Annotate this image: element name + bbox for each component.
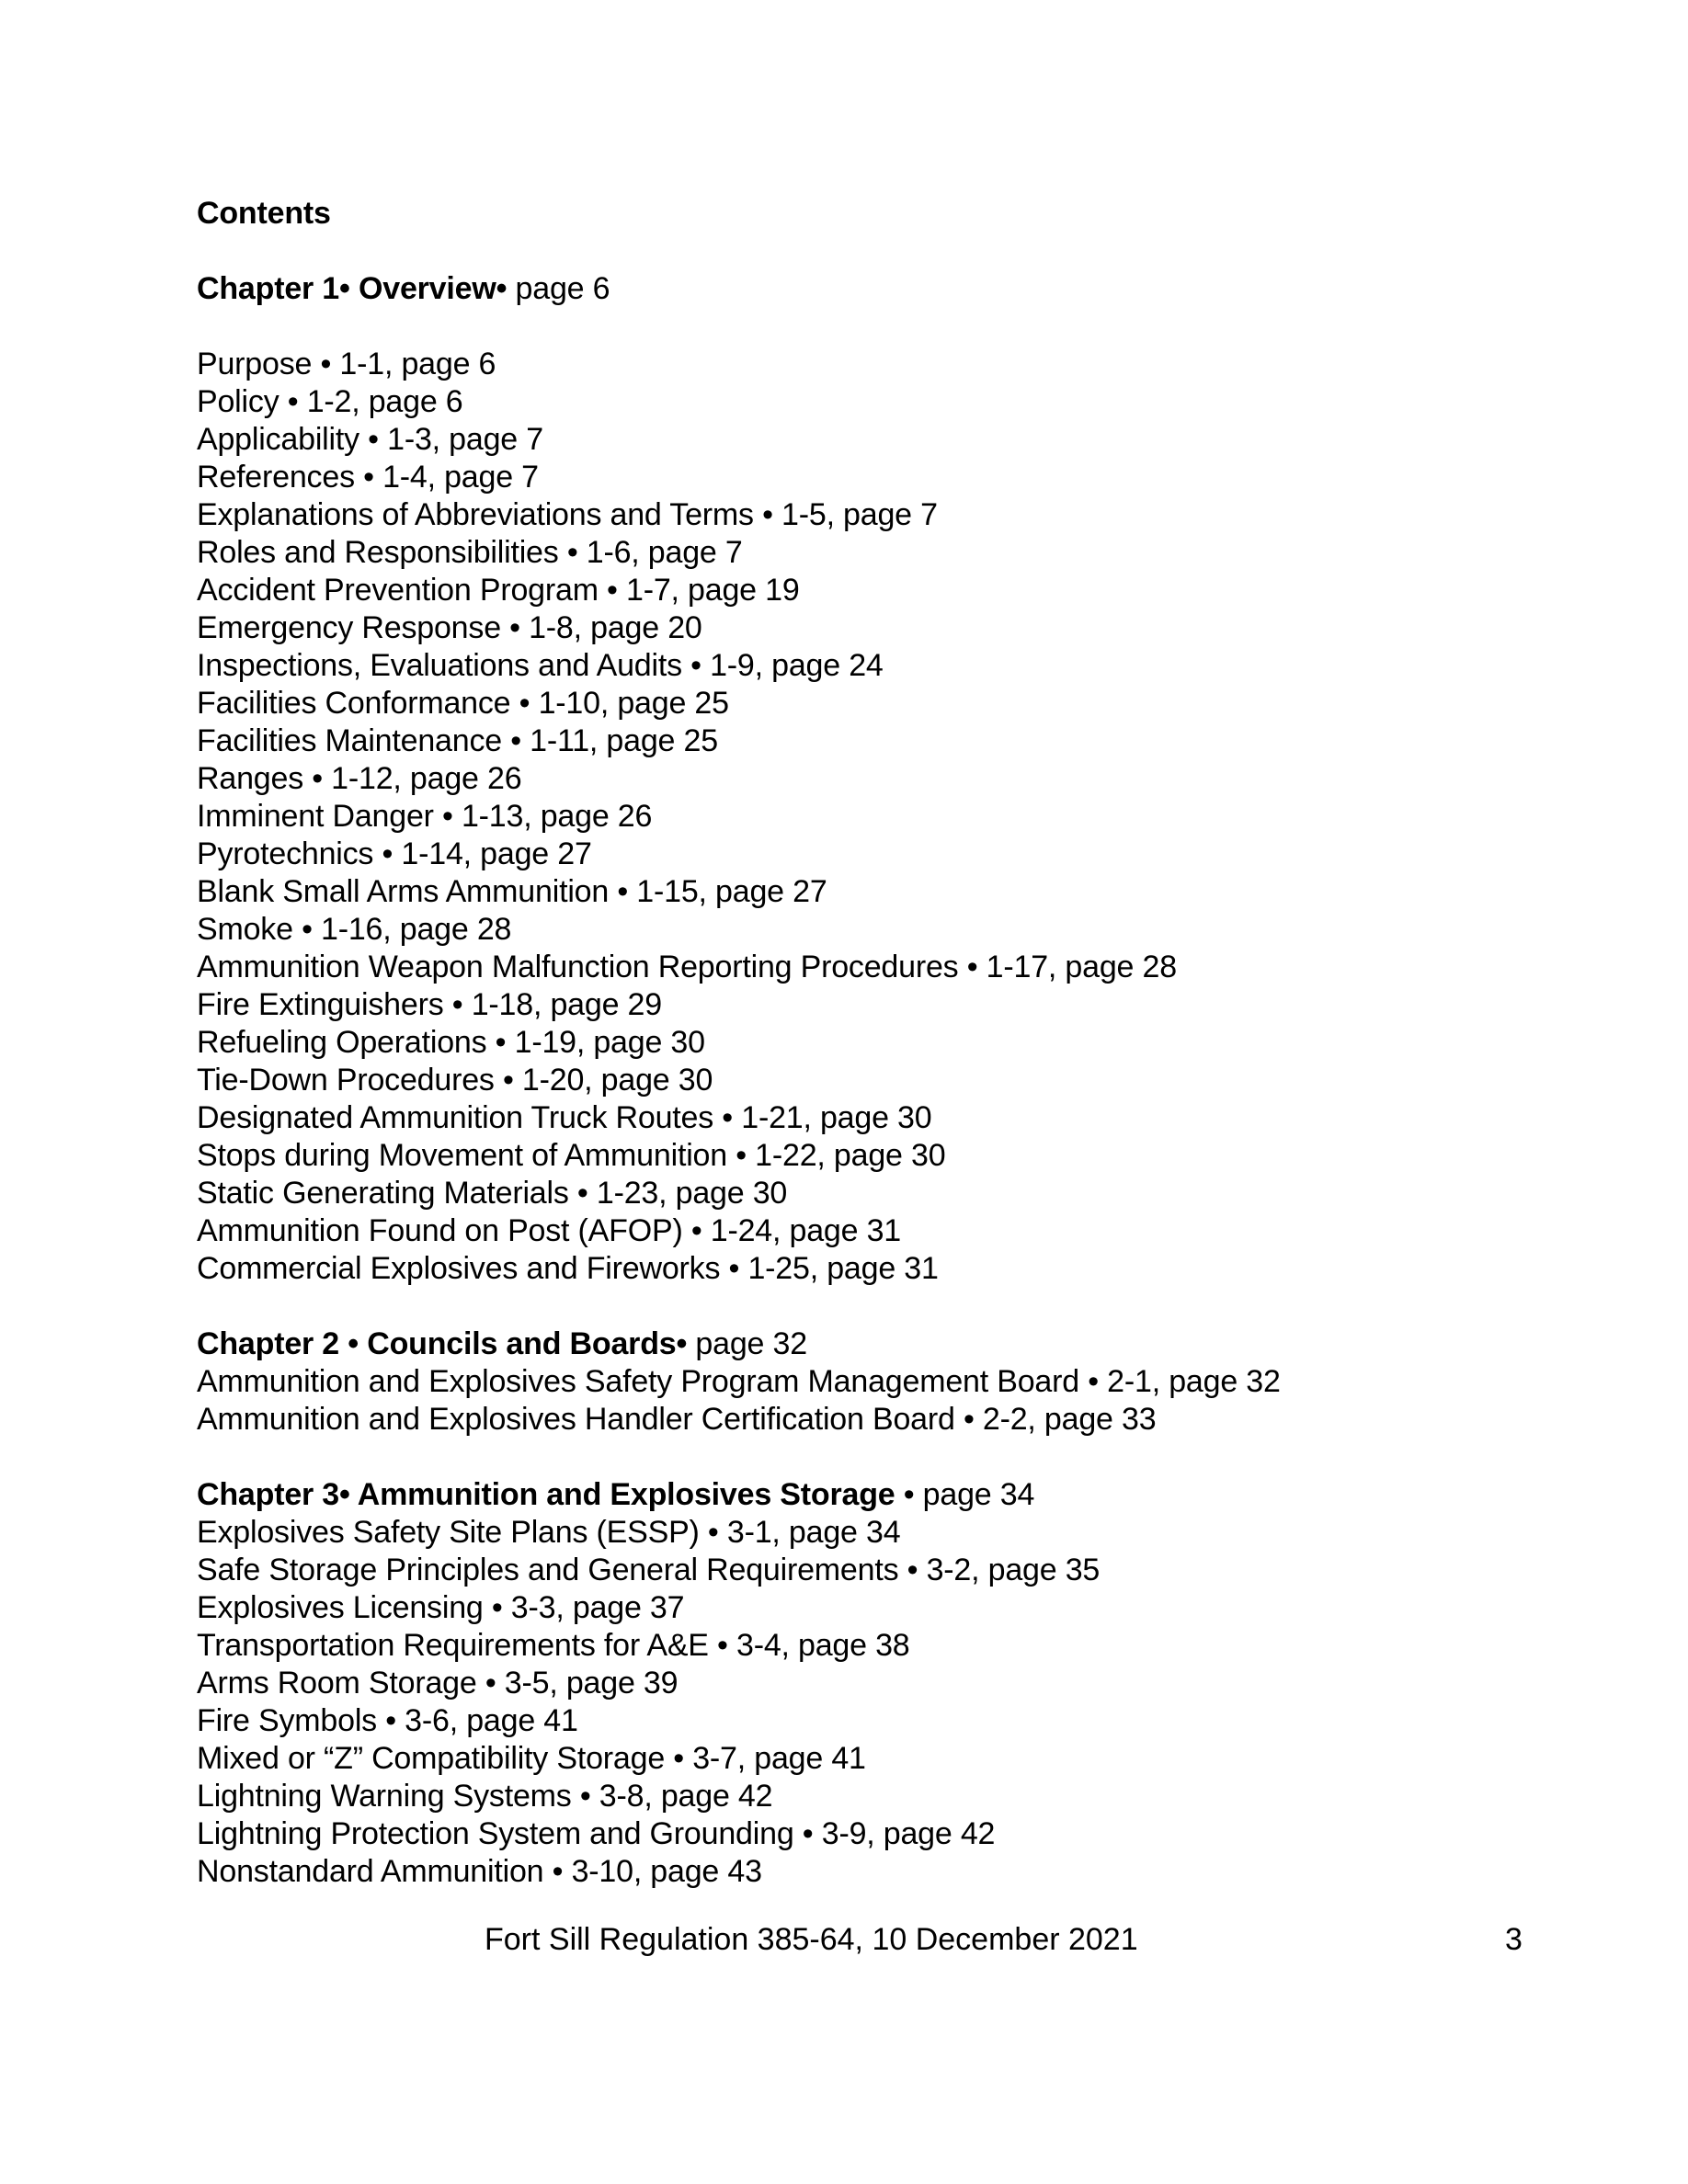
chapter-page: page 6 xyxy=(515,271,610,306)
toc-entry[interactable]: Refueling Operations • 1-19, page 30 xyxy=(197,1025,705,1060)
chapter-separator: • xyxy=(496,271,516,306)
toc-entry[interactable]: Ranges • 1-12, page 26 xyxy=(197,761,522,796)
toc-entry[interactable]: Blank Small Arms Ammunition • 1-15, page 27 xyxy=(197,874,827,909)
toc-entry[interactable]: Explanations of Abbreviations and Terms • 1-5, page 7 xyxy=(197,497,938,532)
table-of-contents xyxy=(197,195,1530,1891)
spacer xyxy=(197,1288,1530,1325)
chapter-entries xyxy=(197,346,1530,1288)
chapter-separator: • xyxy=(339,271,359,306)
toc-entry[interactable]: Fire Extinguishers • 1-18, page 29 xyxy=(197,987,662,1022)
chapter-entries xyxy=(197,1514,1530,1891)
toc-entry[interactable]: Tie-Down Procedures • 1-20, page 30 xyxy=(197,1063,713,1098)
toc-entry[interactable]: Ammunition Weapon Malfunction Reporting Procedures • 1-17, page 28 xyxy=(197,950,1177,984)
chapter-number: Chapter 2 xyxy=(197,1326,348,1361)
toc-entry[interactable]: Nonstandard Ammunition • 3-10, page 43 xyxy=(197,1854,762,1889)
contents-heading: Contents xyxy=(197,196,331,231)
toc-entry[interactable]: Emergency Response • 1-8, page 20 xyxy=(197,610,702,645)
toc-entry[interactable]: Facilities Conformance • 1-10, page 25 xyxy=(197,686,729,721)
toc-entry[interactable]: Pyrotechnics • 1-14, page 27 xyxy=(197,836,592,871)
chapter-page: page 34 xyxy=(922,1477,1035,1512)
chapter-page: page 32 xyxy=(695,1326,807,1361)
toc-entry[interactable]: Lightning Protection System and Grounding • 3-9, page 42 xyxy=(197,1816,996,1851)
spacer xyxy=(197,308,1530,346)
chapter-separator: • xyxy=(895,1477,923,1512)
toc-entry[interactable]: Transportation Requirements for A&E • 3-4, page 38 xyxy=(197,1628,910,1663)
toc-entry[interactable]: Safe Storage Principles and General Requirements • 3-2, page 35 xyxy=(197,1553,1101,1587)
chapter-title: Overview xyxy=(358,271,496,306)
toc-entry[interactable]: Ammunition Found on Post (AFOP) • 1-24, page 31 xyxy=(197,1213,902,1248)
toc-entry[interactable]: Smoke • 1-16, page 28 xyxy=(197,912,512,947)
toc-entry[interactable]: Inspections, Evaluations and Audits • 1-9, page 24 xyxy=(197,648,884,683)
toc-entry[interactable]: Policy • 1-2, page 6 xyxy=(197,384,463,419)
page-number: 3 xyxy=(1505,1922,1523,1957)
toc-entry[interactable]: Mixed or “Z” Compatibility Storage • 3-7, page 41 xyxy=(197,1741,866,1776)
toc-entry[interactable]: Accident Prevention Program • 1-7, page 19 xyxy=(197,573,800,608)
chapter-number: Chapter 3 xyxy=(197,1477,340,1512)
toc-entry[interactable]: Ammunition and Explosives Handler Certification Board • 2-2, page 33 xyxy=(197,1402,1157,1437)
toc-entry[interactable]: Explosives Licensing • 3-3, page 37 xyxy=(197,1590,685,1625)
toc-entry[interactable]: Static Generating Materials • 1-23, page 30 xyxy=(197,1176,788,1211)
toc-entry[interactable]: Designated Ammunition Truck Routes • 1-21, page 30 xyxy=(197,1100,932,1135)
chapter-separator: • xyxy=(339,1477,358,1512)
chapter-title: Councils and Boards xyxy=(367,1326,677,1361)
chapter-heading[interactable] xyxy=(197,270,1530,308)
toc-entry[interactable]: Roles and Responsibilities • 1-6, page 7 xyxy=(197,535,743,570)
toc-entry[interactable]: Arms Room Storage • 3-5, page 39 xyxy=(197,1666,679,1701)
spacer xyxy=(197,1439,1530,1476)
toc-entry[interactable]: Applicability • 1-3, page 7 xyxy=(197,422,543,457)
toc-entry[interactable]: Facilities Maintenance • 1-11, page 25 xyxy=(197,723,718,758)
chapter-entries xyxy=(197,1363,1530,1439)
toc-entry[interactable]: Commercial Explosives and Fireworks • 1-25, page 31 xyxy=(197,1251,939,1286)
chapter-heading[interactable] xyxy=(197,1325,1530,1363)
toc-entry[interactable]: Ammunition and Explosives Safety Program Management Board • 2-1, page 32 xyxy=(197,1364,1281,1399)
chapter-separator: • xyxy=(676,1326,696,1361)
chapter-title: Ammunition and Explosives Storage xyxy=(357,1477,895,1512)
chapter-heading[interactable] xyxy=(197,1476,1530,1514)
toc-entry[interactable]: Explosives Safety Site Plans (ESSP) • 3-1, page 34 xyxy=(197,1515,901,1550)
toc-entry[interactable]: References • 1-4, page 7 xyxy=(197,460,539,495)
chapter-number: Chapter 1 xyxy=(197,271,340,306)
toc-entry[interactable]: Imminent Danger • 1-13, page 26 xyxy=(197,799,653,834)
footer-document-title: Fort Sill Regulation 385-64, 10 December 2021 xyxy=(485,1922,1138,1957)
chapter-separator: • xyxy=(348,1326,368,1361)
toc-entry[interactable]: Lightning Warning Systems • 3-8, page 42 xyxy=(197,1779,773,1814)
toc-entry[interactable]: Stops during Movement of Ammunition • 1-22, page 30 xyxy=(197,1138,946,1173)
toc-entry[interactable]: Purpose • 1-1, page 6 xyxy=(197,347,496,381)
toc-entry[interactable]: Fire Symbols • 3-6, page 41 xyxy=(197,1703,578,1738)
spacer xyxy=(197,233,1530,270)
